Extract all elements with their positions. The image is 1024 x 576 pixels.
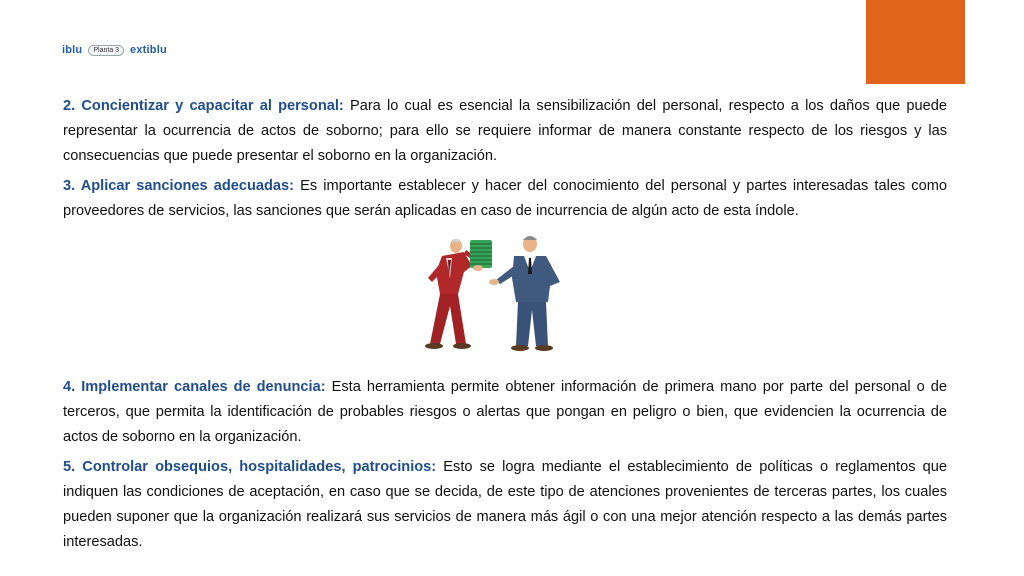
orange-accent-block	[866, 0, 965, 84]
blue-suit-man-figure	[489, 236, 560, 351]
text-block-lower	[63, 375, 947, 555]
item-heading: 3. Aplicar sanciones adecuadas:	[63, 178, 295, 194]
paragraph-item-5	[63, 455, 947, 555]
text-block-upper	[63, 94, 947, 224]
extiblu-logo: extiblu	[130, 44, 167, 56]
paragraph-item-3	[63, 174, 947, 224]
iblu-logo: iblu	[62, 44, 83, 56]
item-text: Es importante establecer y hacer del conocimiento del personal y partes interesadas tales como proveedores de servicios, las sanciones que serán aplicadas en caso de incurrencia de algún acto de esta índole.	[63, 178, 947, 219]
item-text: Para lo cual es esencial la sensibilización del personal, respecto a los daños que puede representar la ocurrencia de actos de soborno; para ello se requiere informar de manera constante respecto de los riesgos y las consecuencias que puede presentar el soborno en la organización.	[63, 98, 947, 164]
item-heading: 4. Implementar canales de denuncia:	[63, 379, 326, 395]
item-heading: 5. Controlar obsequios, hospitalidades, patrocinios:	[63, 459, 437, 475]
bribery-illustration	[412, 232, 580, 356]
paragraph-item-4	[63, 375, 947, 450]
planta-logo: Planta 3	[88, 45, 124, 56]
item-heading: 2. Concientizar y capacitar al personal:	[63, 98, 344, 114]
brand-logos	[62, 42, 167, 58]
item-text: Esta herramienta permite obtener información de primera mano por parte del personal o de terceros, que permita la identificación de probables riesgos o alertas que pongan en peligro o bien, que evidencien la ocurrencia de actos de soborno en la organización.	[63, 379, 947, 445]
paragraph-item-2	[63, 94, 947, 169]
item-text: Esto se logra mediante el establecimiento de políticas o reglamentos que indiquen las condiciones de aceptación, en caso que se decida, de este tipo de atenciones provenientes de terceras partes, los cuales pueden suponer que la organización realizará sus servicios de manera más ágil o con una mejor atención respecto a las demás partes interesadas.	[63, 459, 947, 550]
red-suit-man-figure	[425, 239, 492, 349]
